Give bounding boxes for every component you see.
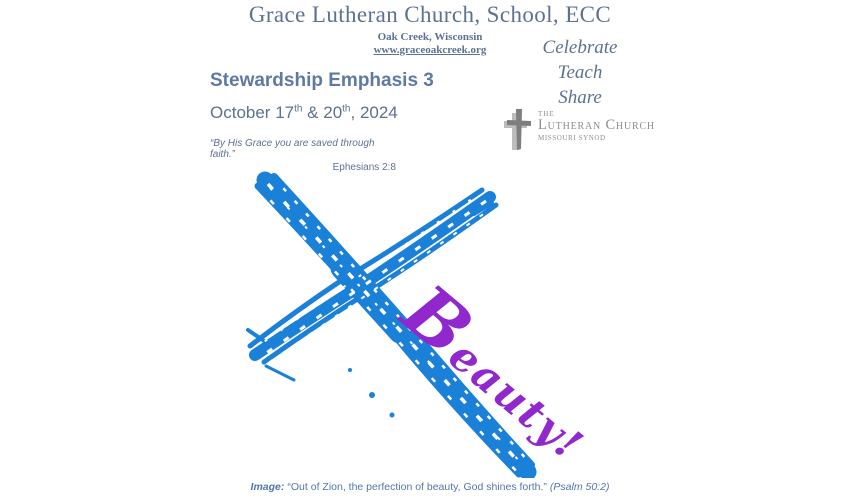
date-sup2: th: [342, 103, 351, 115]
lcms-cross-icon: [503, 109, 533, 151]
scripture-quote: “By His Grace you are saved through faith.”: [210, 138, 375, 160]
church-location: Oak Creek, Wisconsin: [377, 31, 483, 43]
lcms-logo: [503, 109, 655, 151]
lcms-church-name: Lutheran Church: [538, 117, 655, 133]
lcms-logo-text: [538, 111, 655, 142]
emphasis-date: [210, 103, 434, 123]
beauty-rest: eauty!: [439, 330, 593, 471]
header-subhead: [0, 31, 860, 57]
lcms-the: THE: [538, 110, 555, 118]
page-title: Grace Lutheran Church, School, ECC: [248, 2, 612, 27]
beauty-initial: B: [387, 267, 490, 374]
emphasis-section: [210, 70, 434, 173]
motto-line-teach: Teach: [557, 62, 603, 83]
date-sup1: th: [294, 103, 303, 115]
scripture-quote-block: [210, 138, 396, 173]
cross-strokes: [248, 177, 531, 474]
caption-reference: (Psalm 50:2): [549, 481, 610, 493]
cross-artwork: [222, 170, 622, 478]
website-link[interactable]: www.graceoakcreek.org: [373, 44, 487, 56]
emphasis-heading: Stewardship Emphasis 3: [210, 70, 434, 91]
date-part2: & 20: [302, 103, 343, 122]
motto-block: [520, 35, 640, 110]
scripture-reference: Ephesians 2:8: [332, 162, 396, 173]
image-caption: [0, 481, 860, 493]
motto-line-share: Share: [558, 87, 602, 108]
caption-quote: “Out of Zion, the perfection of beauty, God shines forth.”: [287, 481, 547, 493]
cross-artwork-figure: [222, 170, 622, 478]
date-part1: October 17: [210, 103, 295, 122]
caption-label: Image:: [250, 481, 285, 493]
motto-line-celebrate: Celebrate: [542, 37, 618, 58]
lcms-synod: MISSOURI SYNOD: [538, 134, 606, 142]
date-part3: , 2024: [350, 103, 398, 122]
